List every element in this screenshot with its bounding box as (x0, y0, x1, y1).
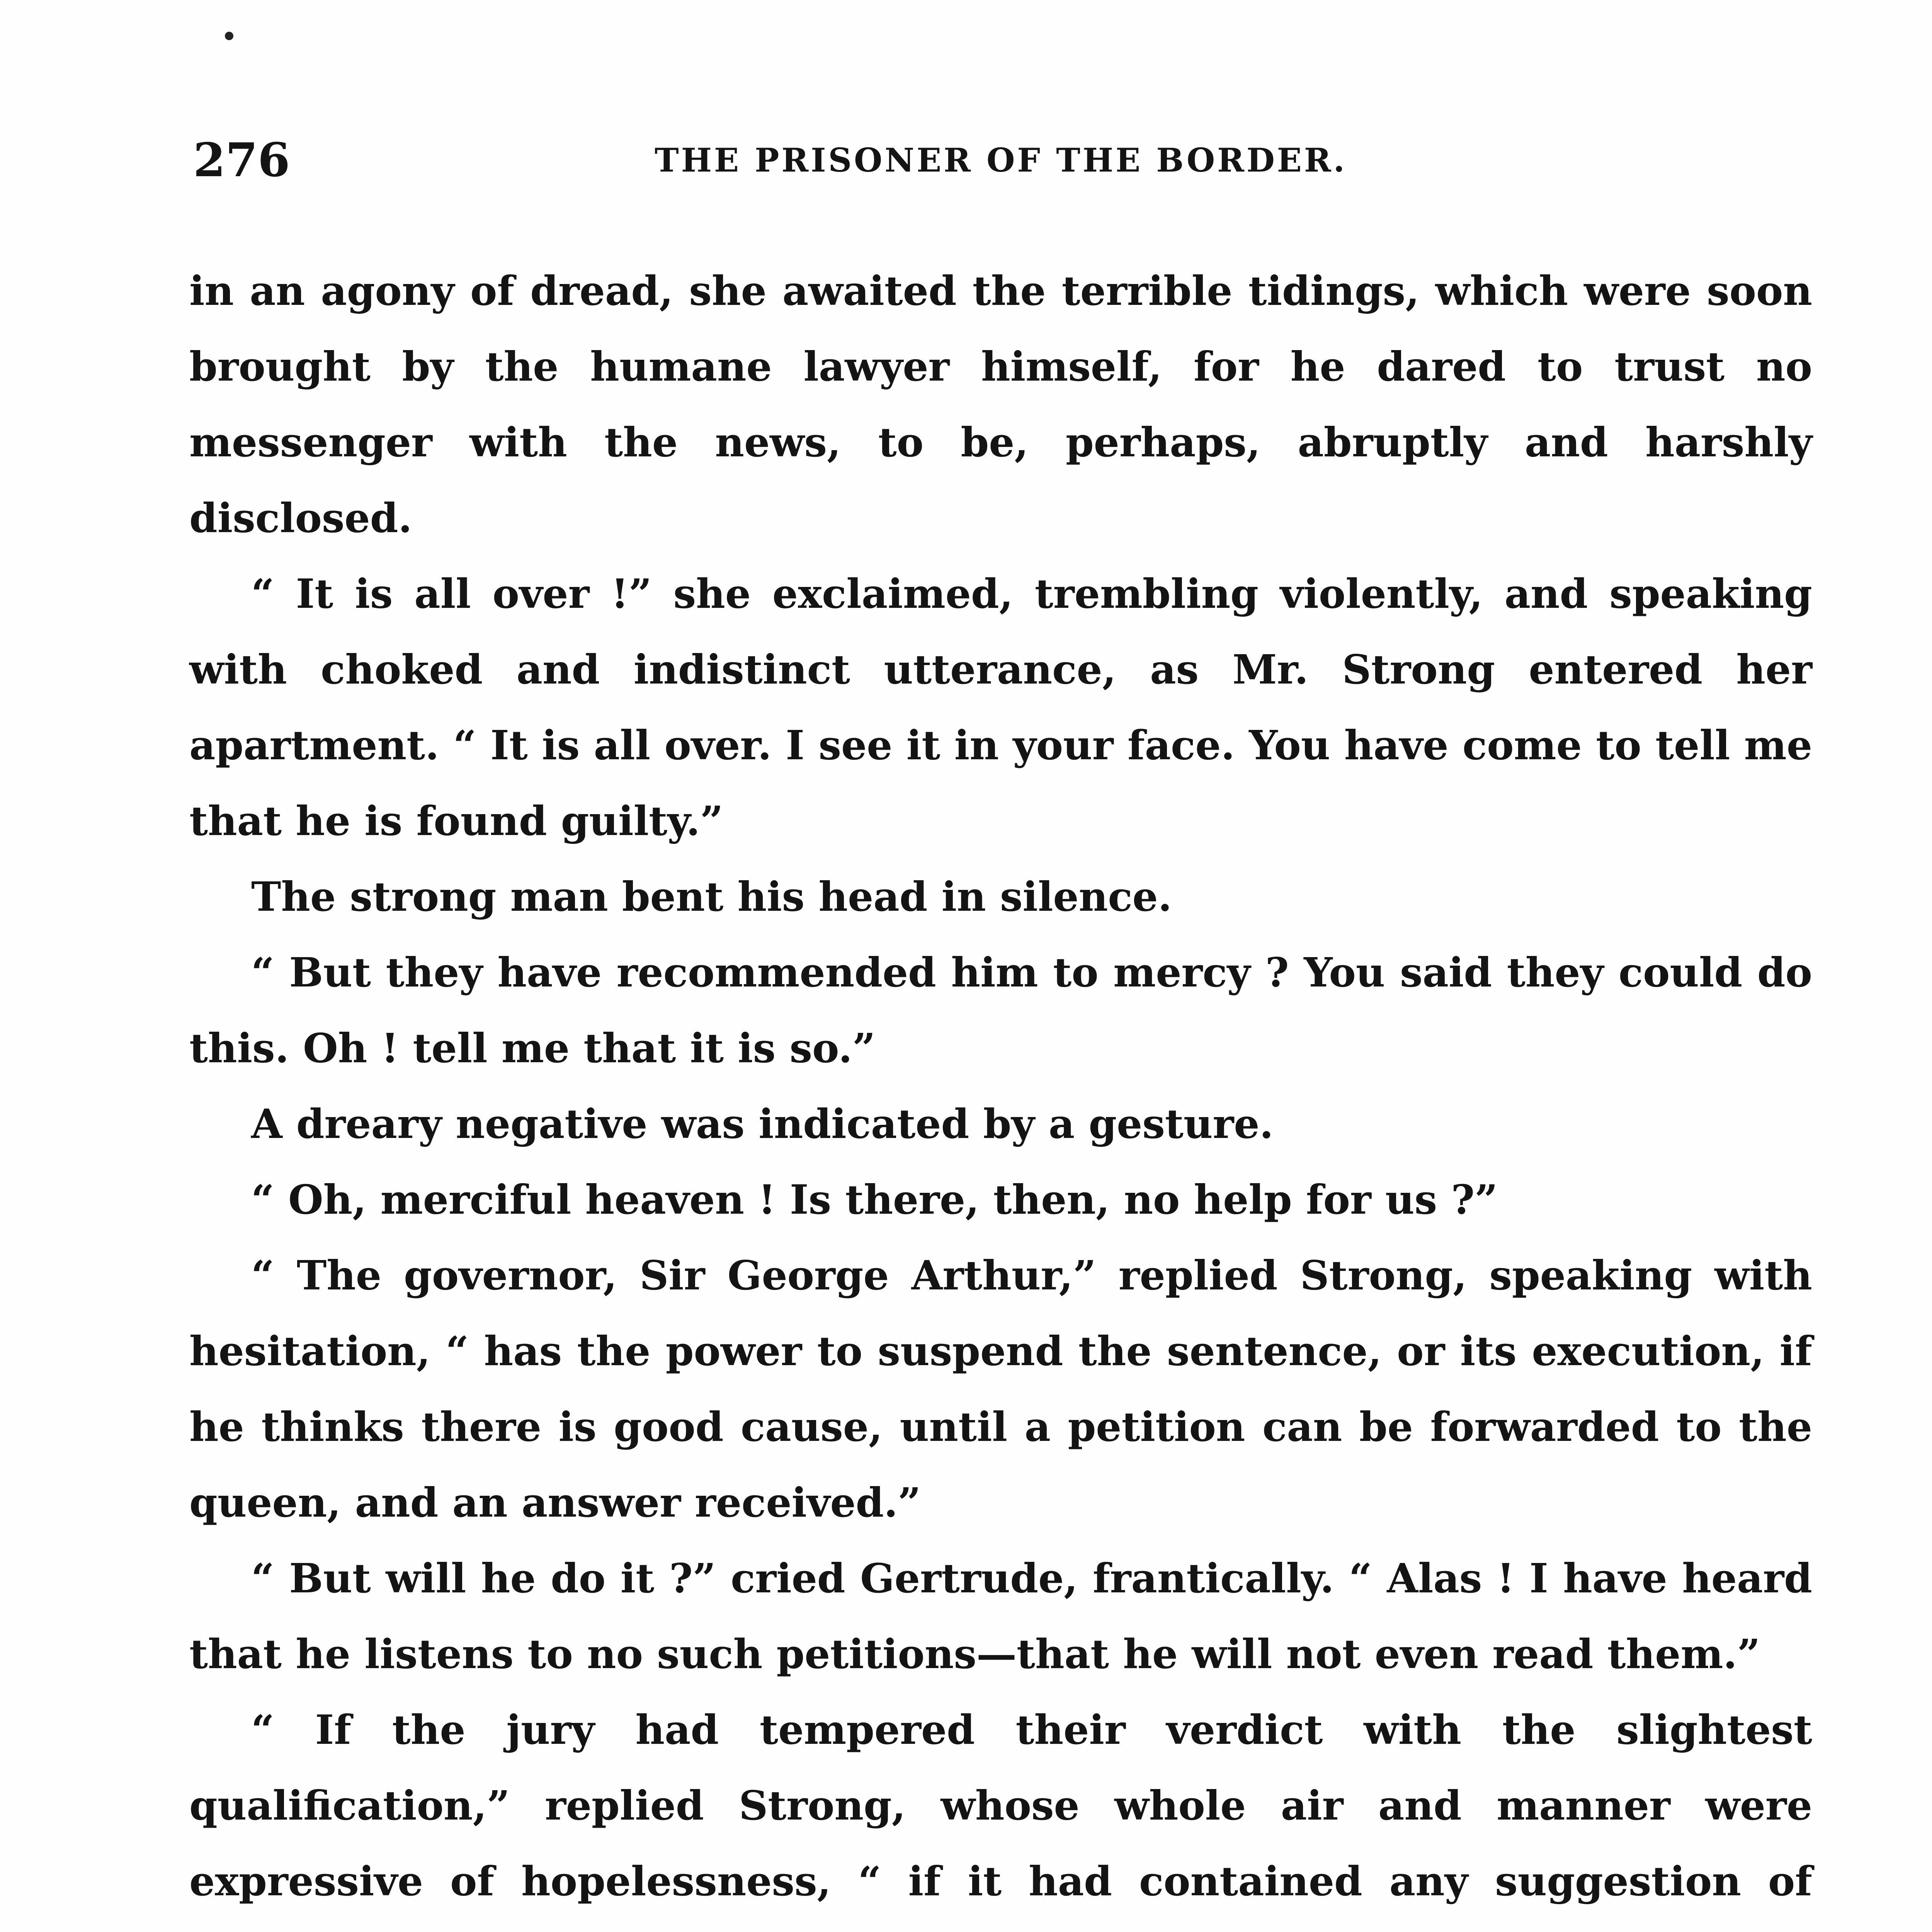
running-title: THE PRISONER OF THE BORDER. (655, 141, 1347, 179)
paragraph: “ The governor, Sir George Arthur,” replied Strong, speaking with hesitation, “ has the power to suspend the sentence, or its execution, if he thinks there is good cause, until a petition can be forwarded to the queen, and an answer received.” (189, 1252, 1812, 1526)
paragraph: “ If the jury had tempered their verdict with the slightest qualification,” replied Strong, whose whole air and manner were expressive of hopelessness, “ if it had contained any suggestion of (189, 1706, 1812, 1905)
paragraph: “ Oh, merciful heaven ! Is there, then, no help for us ?” (251, 1176, 1498, 1223)
paragraph: A dreary negative was indicated by a gesture. (251, 1100, 1274, 1148)
ink-speck (225, 32, 233, 40)
paragraph: in an agony of dread, she awaited the terrible tidings, which were soon brought by the humane lawyer himself, for he dared to trust no messenger with the news, to be, perhaps, abruptly and harshly disclosed. (189, 267, 1812, 542)
paragraph: “ But will he do it ?” cried Gertrude, frantically. “ Alas ! I have heard that he listens to no such petitions—that he will not even read them.” (189, 1554, 1812, 1678)
paragraph: “ But they have recommended him to mercy ? You said they could do this. Oh ! tell me that it is so.” (189, 949, 1812, 1072)
body-text (189, 253, 1812, 1932)
paragraph: “ It is all over !” she exclaimed, trembling violently, and speaking with choked and indistinct utterance, as Mr. Strong entered her apartment. “ It is all over. I see it in your face. You have come to tell me that he is found guilty.” (189, 570, 1812, 845)
paragraph: The strong man bent his head in silence. (251, 873, 1172, 920)
page-header (193, 128, 1808, 193)
page-number: 276 (193, 133, 290, 187)
